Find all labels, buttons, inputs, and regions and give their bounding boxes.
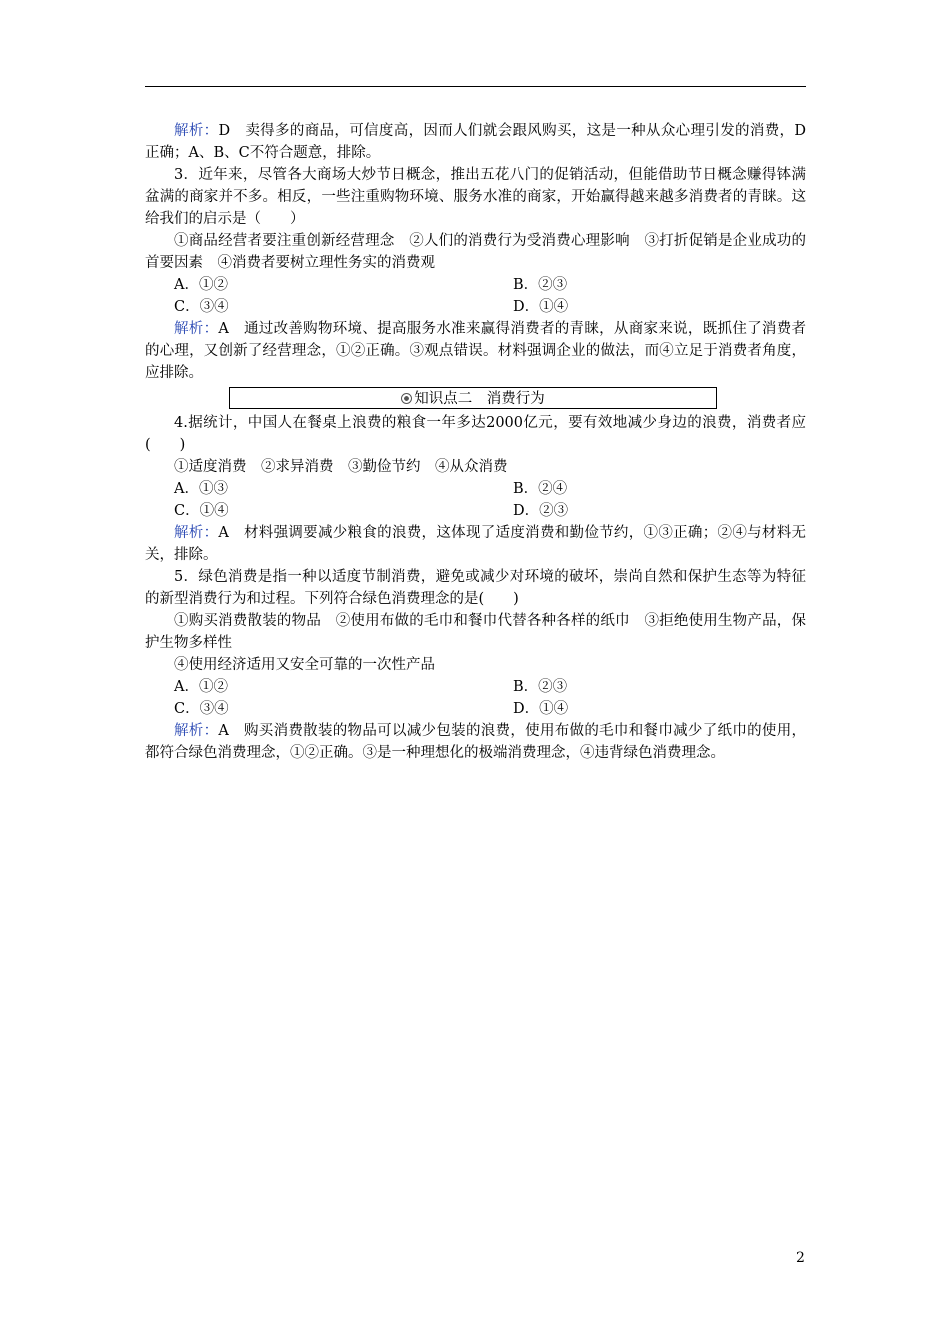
question-3-statements: ①商品经营者要注重创新经营理念 ②人们的消费行为受消费心理影响 ③打折促销是企业成功的首要因素 ④消费者要树立理性务实的消费观 <box>145 233 806 271</box>
question-4-options-row2 <box>145 500 806 522</box>
page-number: 2 <box>796 1250 805 1266</box>
answer-2: 解析：D 卖得多的商品，可信度高，因而人们就会跟风购买，这是一种从众心理引发的消费，D正确；A、B、C不符合题意，排除。 <box>145 123 807 161</box>
option-d: D．①④ <box>513 299 569 315</box>
option-c: C．①④ <box>174 503 229 519</box>
answer-5: 解析：A 购买消费散装的物品可以减少包装的浪费，使用布做的毛巾和餐巾减少了纸巾的使用，都符合绿色消费理念，①②正确。③是一种理想化的极端消费理念，④违背绿色消费理念。 <box>145 723 807 761</box>
question-3-options-row1 <box>145 274 806 296</box>
question-4-statements: ①适度消费 ②求异消费 ③勤俭节约 ④从众消费 <box>174 459 508 475</box>
analysis-label: 解析： <box>174 525 219 541</box>
analysis-label: 解析： <box>174 123 219 139</box>
question-3-options-row2 <box>145 296 806 318</box>
answer-4: 解析：A 材料强调要减少粮食的浪费，这体现了适度消费和勤俭节约，①③正确；②④与材料无关，排除。 <box>145 525 807 563</box>
question-3: 3．近年来，尽管各大商场大炒节日概念，推出五花八门的促销活动，但能借助节日概念赚得钵满盆满的商家并不多。相反，一些注重购物环境、服务水准的商家，开始赢得越来越多消费者的青睐。这给我们的启示是（ ） <box>145 167 806 227</box>
option-a: A．①③ <box>174 481 228 497</box>
option-d: D．①④ <box>513 701 569 717</box>
option-b: B．②③ <box>513 679 568 695</box>
option-c: C．③④ <box>174 701 229 717</box>
answer-3: 解析：A 通过改善购物环境、提高服务水准来赢得消费者的青睐，从商家来说，既抓住了消费者的心理，又创新了经营理念，①②正确。③观点错误。材料强调企业的做法，而④立足于消费者角度，应排除。 <box>145 321 807 381</box>
section-heading-box <box>229 387 717 409</box>
option-b: B．②④ <box>513 481 568 497</box>
option-d: D．②③ <box>513 503 569 519</box>
question-5-statements-1: ①购买消费散装的物品 ②使用布做的毛巾和餐巾代替各种各样的纸巾 ③拒绝使用生物产品，保护生物多样性 <box>145 613 806 651</box>
question-5: 5．绿色消费是指一种以适度节制消费，避免或减少对环境的破坏，崇尚自然和保护生态等为特征的新型消费行为和过程。下列符合绿色消费理念的是( ) <box>145 569 806 607</box>
page-content <box>145 120 806 764</box>
analysis-label: 解析： <box>174 723 219 739</box>
bullet-circle-icon <box>401 393 412 404</box>
option-b: B．②③ <box>513 277 568 293</box>
section-title: 知识点二 消费行为 <box>414 391 545 407</box>
option-c: C．③④ <box>174 299 229 315</box>
question-5-statements-2: ④使用经济适用又安全可靠的一次性产品 <box>174 657 435 673</box>
option-a: A．①② <box>174 679 228 695</box>
question-4-options-row1 <box>145 478 806 500</box>
analysis-label: 解析： <box>174 321 219 337</box>
question-5-options-row2 <box>145 698 806 720</box>
question-4: 4.据统计，中国人在餐桌上浪费的粮食一年多达2000亿元，要有效地减少身边的浪费，消费者应( ) <box>145 415 806 453</box>
question-5-options-row1 <box>145 676 806 698</box>
header-rule <box>145 86 806 87</box>
option-a: A．①② <box>174 277 228 293</box>
